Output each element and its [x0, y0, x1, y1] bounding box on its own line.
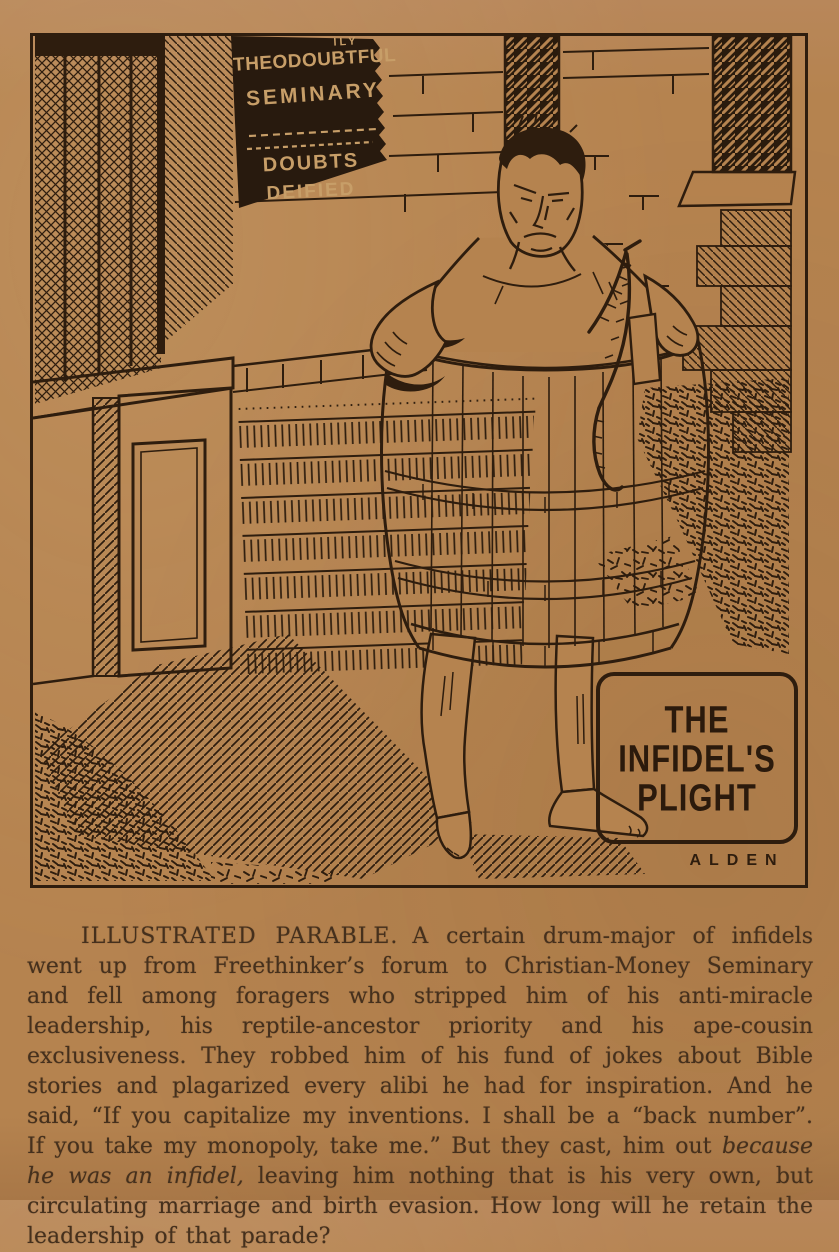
- caption-body-2: leaving him nothing that is his very own, but circulating marriage and birth evasion. How long will he retain the leadership of that parade?: [27, 1164, 813, 1249]
- cartoon-title-line3: PLIGHT: [637, 775, 757, 819]
- seminary-sign-line3: DOUBTS: [262, 149, 360, 177]
- cartoon-title-line2: INFIDEL'S: [618, 736, 776, 780]
- cartoon-title-box: [596, 672, 798, 844]
- artist-signature: ALDEN: [689, 852, 785, 869]
- parable-caption: [27, 922, 813, 1252]
- cartoon-title-line1: THE: [664, 697, 730, 741]
- caption-body-1: A certain drum-major of infidels went up from Freethinker’s forum to Christian-Money Seminary and fell among foragers who stripped him of his anti-miracle leadership, his reptile-ancestor priority and his ape-cousin exclusiveness. They robbed him of his fund of jokes about Bible stories and plagarized every alibi he had for inspiration. And he said, “If you capitalize my inventions. I shall be a “back number”. If you take my monopoly, take me.” But they cast, him out: [27, 924, 813, 1159]
- seminary-sign-line1: THEODOUBTFUL: [232, 44, 397, 76]
- seminary-sign-partial-text: ILY: [333, 35, 359, 49]
- seminary-sign-line4: DEIFIED: [266, 178, 356, 205]
- caption-lead: ILLUSTRATED PARABLE.: [81, 924, 399, 949]
- seminary-sign-line2: SEMINARY: [245, 78, 381, 111]
- caption-italic-phrase: because he was an infidel,: [27, 1134, 813, 1189]
- illustration-frame: [30, 33, 808, 888]
